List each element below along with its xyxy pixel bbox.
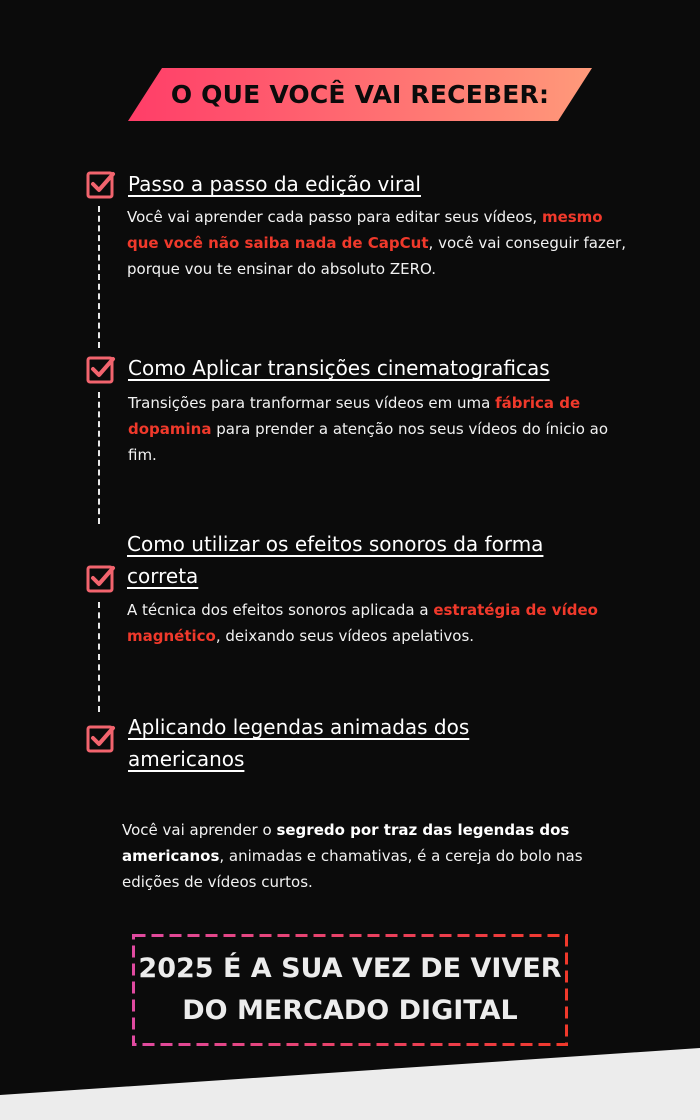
desc-segment-text: para prender a atenção nos seus vídeos do ínicio ao fim. <box>128 420 609 464</box>
desc-segment-highlight: fábrica de dopamina <box>128 394 581 438</box>
item-title-4: Aplicando legendas animadas dos americanos <box>128 715 470 771</box>
timeline-dashes-2 <box>98 392 100 524</box>
bottom-wedge-decoration <box>0 1040 700 1120</box>
checked-box-icon <box>86 355 116 385</box>
page-title: O QUE VOCÊ VAI RECEBER: <box>170 80 550 109</box>
cta-box <box>132 934 568 1046</box>
cta-line-1: 2025 É A SUA VEZ DE VIVER <box>138 953 562 984</box>
item-desc-1 <box>127 204 627 282</box>
checked-box-icon <box>86 724 116 754</box>
item-title-2: Como Aplicar transições cinematograficas <box>128 356 550 380</box>
item-title-1: Passo a passo da edição viral <box>128 172 421 196</box>
desc-segment-highlight: mesmo que você não saiba nada de CapCut <box>127 208 603 252</box>
desc-segment-text: Você vai aprender cada passo para editar seus vídeos, <box>127 208 542 226</box>
checked-box-icon <box>86 564 116 594</box>
desc-segment-text: , animadas e chamativas, é a cereja do bolo nas edições de vídeos curtos. <box>122 847 583 891</box>
item-desc-4 <box>122 817 642 895</box>
header-banner <box>128 68 592 121</box>
timeline-dashes-1 <box>98 206 100 348</box>
desc-segment-text: , você vai conseguir fazer, porque vou te ensinar do absoluto ZERO. <box>127 234 626 278</box>
desc-segment-text: Transições para tranformar seus vídeos em uma <box>128 394 496 412</box>
desc-segment-highlight: estratégia de vídeo magnético <box>127 601 598 645</box>
item-desc-2 <box>128 390 638 468</box>
cta-line-2: DO MERCADO DIGITAL <box>182 995 518 1026</box>
desc-segment-highlight: segredo por traz das legendas dos americanos <box>122 821 570 865</box>
cta-text <box>132 934 568 1046</box>
desc-segment-text: , deixando seus vídeos apelativos. <box>215 627 475 645</box>
timeline-dashes-3 <box>98 602 100 712</box>
checked-box-icon <box>86 170 116 200</box>
item-title-3: Como utilizar os efeitos sonoros da forma correta <box>127 532 544 588</box>
desc-segment-text: A técnica dos efeitos sonoros aplicada a <box>127 601 434 619</box>
desc-segment-text: Você vai aprender o <box>122 821 277 839</box>
item-desc-3 <box>127 597 607 649</box>
